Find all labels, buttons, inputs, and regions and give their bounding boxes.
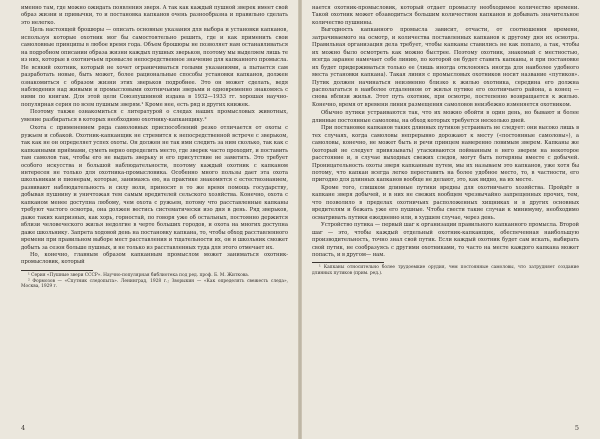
footnote-rule — [312, 262, 384, 263]
footnote: ² Формозов — «Спутник следопыта». Ленинград, 1928 г.; Зворыкин — «Как определять свежесть следа», Москва, 1929 г. — [21, 278, 288, 290]
left-page-footnotes — [21, 273, 288, 290]
paragraph: Охота с применением ряда самоловных приспособлений резко отличается от охоты с ружьем и собакой. Охотник-капканщик не стремится к непосредственной встрече с зверьком, так как не он определяет успех охоты. Он должен не так ими следить за ним сколько, так как с капканными приёмами, суметь верно определить место, где зверек часто проходит, и поставить там самолов так, чтобы его не выдать зверьку и его присутствие не заметить. Это требует особого искусства и большой наблюдательности, поэтому каждый охотник с капканом интересен не только для охотника-промысловика. Особенно много пользы дает эта охота школьникам и пионерам, которые, занимаясь ею, на практике знакомятся с естествознанием, развивают наблюдательность и силу воли, приносят в то же время помощь государству, добывая пушнину и уничтожая тем самым вредителей сельского хозяйства. Конечно, охота с капканом менее доступна любому, чем охота с ружьем, потому что расставленные капканы требуют частого осмотра, она должен вестись систематически изо дня в день. Ряд зверьков, даже таких капризных, как хорь, горностай, по говоря уже об остальных, постоянно держится вблизи человеческого жилья недолгие в черте больших городов, и охота на многих доступна даже школьнику. Запрета ходовой день на постановку капкана, то, чтобы обход расставленного времени при правильном выборе мест расставления и тщательности их, он и школьник сможет добыть за сезон больше пушных, и не только из расставленных туда для этого отмечает их. — [21, 125, 288, 251]
paragraph: Поэтому также ознакомиться с литературой о следах наших промысловых животных, умение разбираться в которых необходимо охотнику-капканщику.² — [21, 109, 288, 123]
paragraph: Обычно путики устраиваются так, что их можно обойти в один день, но бывают и более длинные постоянные самоловы, на обход которых требуется несколько дней. — [312, 110, 579, 124]
paragraph: Кроме того, слишком длинные путики вредны для охотничьего хозяйства. Пройдёт в капкане зверя добычей, и в них не свежих вообщем чрезвычайно запрещенных прочих, тем, что позволило в пределах охотничьих расположенных хищниках и в других основных вредителям и бежать уже его пушные. Чтобы свести такие случаи к минимуму, необходимо осматривать путики ежедневно или, в худшем случае, через день. — [312, 184, 579, 221]
paragraph: Но, конечно, главным образом капканным промыслом может заниматься охотник-промысловик, который — [21, 251, 288, 266]
paragraph: нается охотник-промысловик, который отдает промыслу необходимое количество времени. Такой охотник может обзаводиться большим количеством капканов и добывать значительное количество пушнины. — [312, 5, 579, 26]
footnote: ¹ Капканы относительно более трудоемкие орудия, чем постоянные самоловы, что затрудняет создание длинных путиков (прим. ред.). — [312, 265, 579, 277]
right-page — [302, 0, 600, 439]
paragraph: При постановке капканов таких длинных путиков устраивать не следует: они высоко лишь в тех случаях, когда самоловы непрерывно дорожают к месту («постоянные самоловы»), а самоловы, конечно, не может быть и речи принцем намеренно ловимым зверем. Капканы же (который не следует привязывать) утаскиваются пойманным в него зверем на некоторое расстояние и, в случае выходных свежих следов, могут быть потеряны вместе с добычей. Проницательность охоты зверя капканным путем, мы их называем это капканов, уже хотя бы потому, что капкан всегда легко переставить на более удобное место, то, в частности, его пригодно для длинных капканов вообще не делают, это, как видно, на их месте. — [312, 125, 579, 184]
paragraph: Выгодность капканного промысла зависит, отчасти, от соотношения времени, затрачиваемого на осмотр, и количества поставленных капканов к другому дня их осмотра. Правильная организация дела требует, чтобы капканы ставились не как попало, а так, чтобы их можно было осмотреть как можно быстрее. Поэтому охотник, знакомый с местностью, всегда заранее намечает себе линию, по которой он будет ставить капканы, и при постановке их будет придерживаться только ее (лишь иногда отклоняясь иногда для наиболее удобного места установки капкана). Такая линия с промысловых охотников носит название «путиков». Путик должен начинаться неизменно близко к жилью охотника, середина его должна располагаться в наиболее отдаленном от жилья путике его охотничьего района, а конец — снова вблизи жилья. Этот путь охотник, при осмотре, постепенно возвращается к жилью. Конечно, время от времени линия размещения самоловов неизбежно изменяется охотником. — [312, 27, 579, 108]
page-number: 5 — [574, 424, 579, 432]
footnote: ¹ Серия «Пушные звери СССР». Научно-популярная библиотека под ред. проф. Б. М. Житкова. — [28, 272, 250, 278]
paragraph: Цель настоящей брошюры — описать основные указания для выбора и установки капканов, используя которые охотник мог бы самостоятельно решить, где и как применить свои самоловные принципы в любое время года. Объем брошюры не позволяет нам останавливаться на подробном описании образа жизни каждых пушных зверьков, поэтому мы выделяем лишь те из них, которые в охотничьем промысле непосредственное значение для капканного промысла. Не всякий охотник, который не хочет ограничиваться голыми указаниями, а пытается сам разработать новые, быть может, более рациональные способы установки капканов, должен ознакомиться с образом жизни этих зверьков подробнее. Это он может сделать, ведя наблюдения над живыми и промысловыми охотничьими зверьми и одновременно знакомясь с ними по книгам. Для этой цели Союзпушниной издана в 1932—1933 гг. хорошая научно-популярная серия по всем пушным зверям.¹ Кроме нее, есть ряд и других книжек. — [21, 27, 288, 108]
right-page-footnotes — [312, 265, 579, 277]
footnote-rule — [21, 270, 93, 271]
paragraph: именно там, где можно ожидать появления зверя. А так как каждый пушной зверек имеет свой образ жизни и привычки, то и постановка капканов очень разнообразна и правильно сделать это нелегко. — [21, 5, 288, 26]
paragraph: Устройство путика — первый шаг к организации правильного капканного промысла. Второй шаг — это, чтобы каждый отдельный охотник-капканщик, обеспеченная наибольшую производительность, точно знал свой путик. Если каждый охотник будет сам искать, выбирать свой путик, не сообразуясь с другими охотниками, то часто на месте каждого капкана может попасть, и в другом— нам. — [312, 222, 579, 258]
page-number: 4 — [21, 424, 26, 432]
right-page-body — [312, 5, 579, 259]
left-page-body — [21, 5, 288, 267]
left-page — [0, 0, 298, 439]
